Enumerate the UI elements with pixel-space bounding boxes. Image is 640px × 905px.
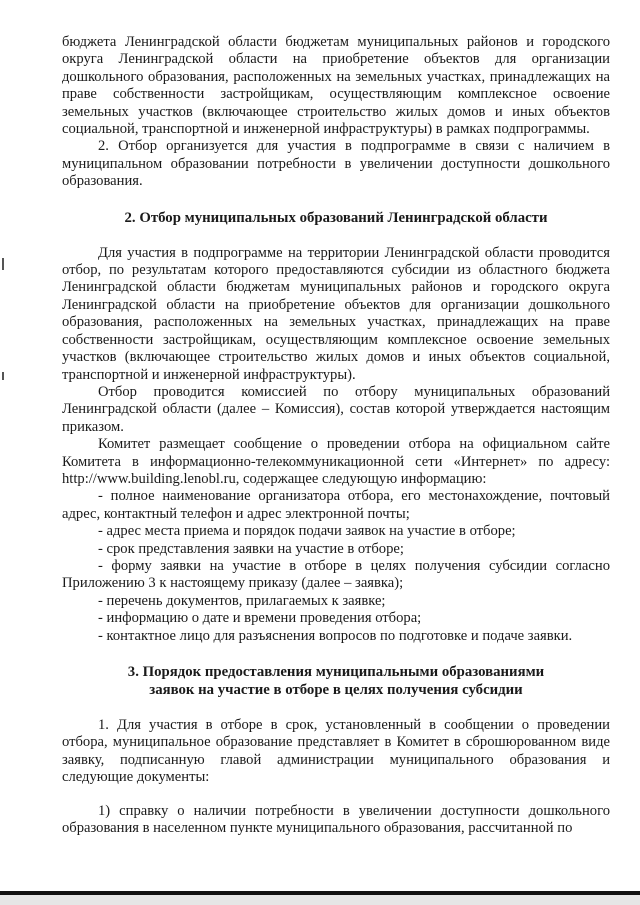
list-item: - полное наименование организатора отбора, его местонахождение, почтовый адрес, контактный телефон и адрес электронной почты;: [62, 488, 610, 522]
spacer: [62, 699, 610, 717]
paragraph-s2-2: Отбор проводится комиссией по отбору муниципальных образований Ленинградской области (далее – Комиссия), состав которой утверждается настоящим приказом.: [62, 383, 610, 435]
list-item: - перечень документов, прилагаемых к заявке;: [98, 592, 386, 609]
paragraph-s2-1: Для участия в подпрограмме на территории Ленинградской области проводится отбор, по результатам которого предоставляются субсидии из областного бюджета Ленинградской области бюджетам муниципальных районов и городского округа Ленинградской области на приобретение объектов для организации дошкольного образования, расположенных на земельных участках, принадлежащих на праве собственности застройщикам, осуществляющим комплексное освоение земельных участков (включающее строительство жилых домов и иных объектов социальной, транспортной и инженерной инфраструктуры).: [62, 244, 610, 383]
list-item: - адрес места приема и порядок подачи заявок на участие в отборе;: [98, 523, 516, 540]
spacer: [62, 787, 610, 803]
section-3-heading-line-1: 3. Порядок предоставления муниципальными образованиями: [127, 664, 545, 680]
paragraph-s3-1: 1. Для участия в отборе в срок, установленный в сообщении о проведении отбора, муниципальное образование представляет в Комитет в сброшюрованном виде заявку, подписанную главой администрации муниципального образования и следующие документы:: [62, 717, 610, 786]
spacer: [62, 191, 610, 209]
paragraph-s2-3: Комитет размещает сообщение о проведении отбора на официальном сайте Комитета в информационно-телекоммуникационной сети «Интернет» по адресу: http://www.building.lenobl.ru, содержащее следующую информацию:: [62, 436, 610, 487]
section-2-heading: 2. Отбор муниципальных образований Ленинградской области: [124, 209, 548, 226]
scan-bottom-edge: [0, 891, 640, 895]
paragraph-s3-2: 1) справку о наличии потребности в увеличении доступности дошкольного образования в населенном пункте муниципального образования, рассчитанной по: [62, 802, 610, 837]
spacer: [62, 645, 610, 663]
list-item: - информацию о дате и времени проведения отбора;: [98, 610, 422, 627]
list-item: - срок представления заявки на участие в отборе;: [98, 540, 404, 557]
section-3-heading-line-2: заявок на участие в отборе в целях получения субсидии: [149, 682, 523, 698]
scan-edge-mark: [2, 372, 4, 380]
paragraph-item-2: 2. Отбор организуется для участия в подпрограмме в связи с наличием в муниципальном образовании потребности в увеличении доступности дошкольного образования.: [62, 138, 610, 190]
paragraph-intro: бюджета Ленинградской области бюджетам муниципальных районов и городского округа Ленинградской области на приобретение объектов для организации дошкольного образования, расположенных на земельных участках, принадлежащих на праве собственности застройщикам, осуществляющим комплексное освоение земельных участков (включающее строительство жилых домов и иных объектов социальной, транспортной и инженерной инфраструктуры) в рамках подпрограммы.: [62, 34, 610, 138]
list-item: - форму заявки на участие в отборе в целях получения субсидии согласно Приложению 3 к настоящему приказу (далее – заявка);: [62, 557, 610, 592]
document-page: [62, 34, 610, 837]
scan-edge-mark: [2, 258, 4, 270]
scan-bottom-shadow: [0, 895, 640, 905]
spacer: [62, 227, 610, 245]
list-item: - контактное лицо для разъяснения вопросов по подготовке и подаче заявки.: [98, 627, 573, 644]
